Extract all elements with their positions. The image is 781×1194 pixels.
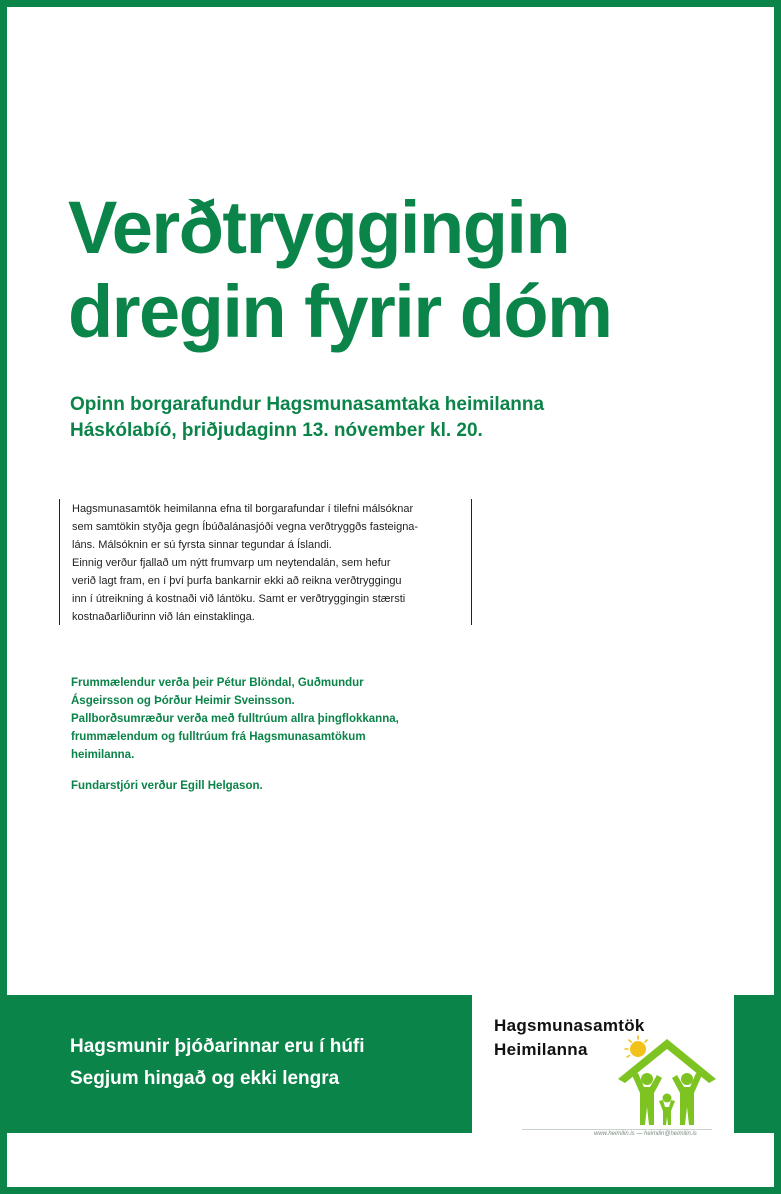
logo-name-line-1: Hagsmunasamtök bbox=[494, 1016, 645, 1035]
speakers-line: frummælendum og fulltrúum frá Hagsmunasamtökum bbox=[71, 731, 366, 743]
logo-contact-text: www.heimilin.is — heimilin@heimilin.is bbox=[594, 1131, 697, 1137]
body-paragraph bbox=[72, 500, 468, 626]
subheading-line-2: Háskólabíó, þriðjudaginn 13. nóvember kl. 20. bbox=[70, 420, 483, 441]
body-line: inn í útreikning á kostnaði við lántöku. Samt er verðtryggingin stærsti bbox=[72, 593, 406, 605]
logo-name-line-2: Heimilanna bbox=[494, 1040, 588, 1059]
event-subheading bbox=[70, 392, 544, 444]
logo-divider bbox=[522, 1129, 712, 1130]
body-line: verið lagt fram, en í því þurfa bankarnir ekki að reikna verðtryggingu bbox=[72, 575, 402, 587]
subheading-line-1: Opinn borgarafundur Hagsmunasamtaka heimilanna bbox=[70, 394, 545, 415]
family-house-sun-icon bbox=[614, 1035, 720, 1127]
speakers-line: Pallborðsumræður verða með fulltrúum allra þingflokkanna, bbox=[71, 713, 399, 725]
body-line: Einnig verður fjallað um nýtt frumvarp um neytendalán, sem hefur bbox=[72, 557, 391, 569]
body-line: sem samtökin styðja gegn Íbúðalánasjóði vegna verðtryggðs fasteigna- bbox=[72, 521, 419, 533]
speakers-line: Ásgeirsson og Þórður Heimir Sveinsson. bbox=[71, 695, 295, 707]
moderator-line: Fundarstjóri verður Egill Helgason. bbox=[71, 780, 263, 792]
slogan-line-2: Segjum hingað og ekki lengra bbox=[70, 1068, 340, 1089]
slogan bbox=[70, 1031, 365, 1095]
headline bbox=[68, 186, 611, 354]
body-line: Hagsmunasamtök heimilanna efna til borgarafundar í tilefni málsóknar bbox=[72, 503, 414, 515]
body-line: kostnaðarliðurinn við lán einstaklinga. bbox=[72, 611, 255, 623]
sun-icon bbox=[625, 1036, 647, 1057]
headline-line-1: Verðtryggingin bbox=[68, 186, 570, 269]
speakers-line: heimilanna. bbox=[71, 749, 135, 761]
speakers-line: Frummælendur verða þeir Pétur Blöndal, Guðmundur bbox=[71, 677, 364, 689]
slogan-line-1: Hagsmunir þjóðarinnar eru í húfi bbox=[70, 1036, 365, 1057]
speakers-paragraph bbox=[71, 674, 399, 764]
family-figures-icon bbox=[632, 1073, 702, 1125]
body-line: láns. Málsóknin er sú fyrsta sinnar tegundar á Íslandi. bbox=[72, 539, 332, 551]
headline-line-2: dregin fyrir dóm bbox=[68, 270, 612, 353]
